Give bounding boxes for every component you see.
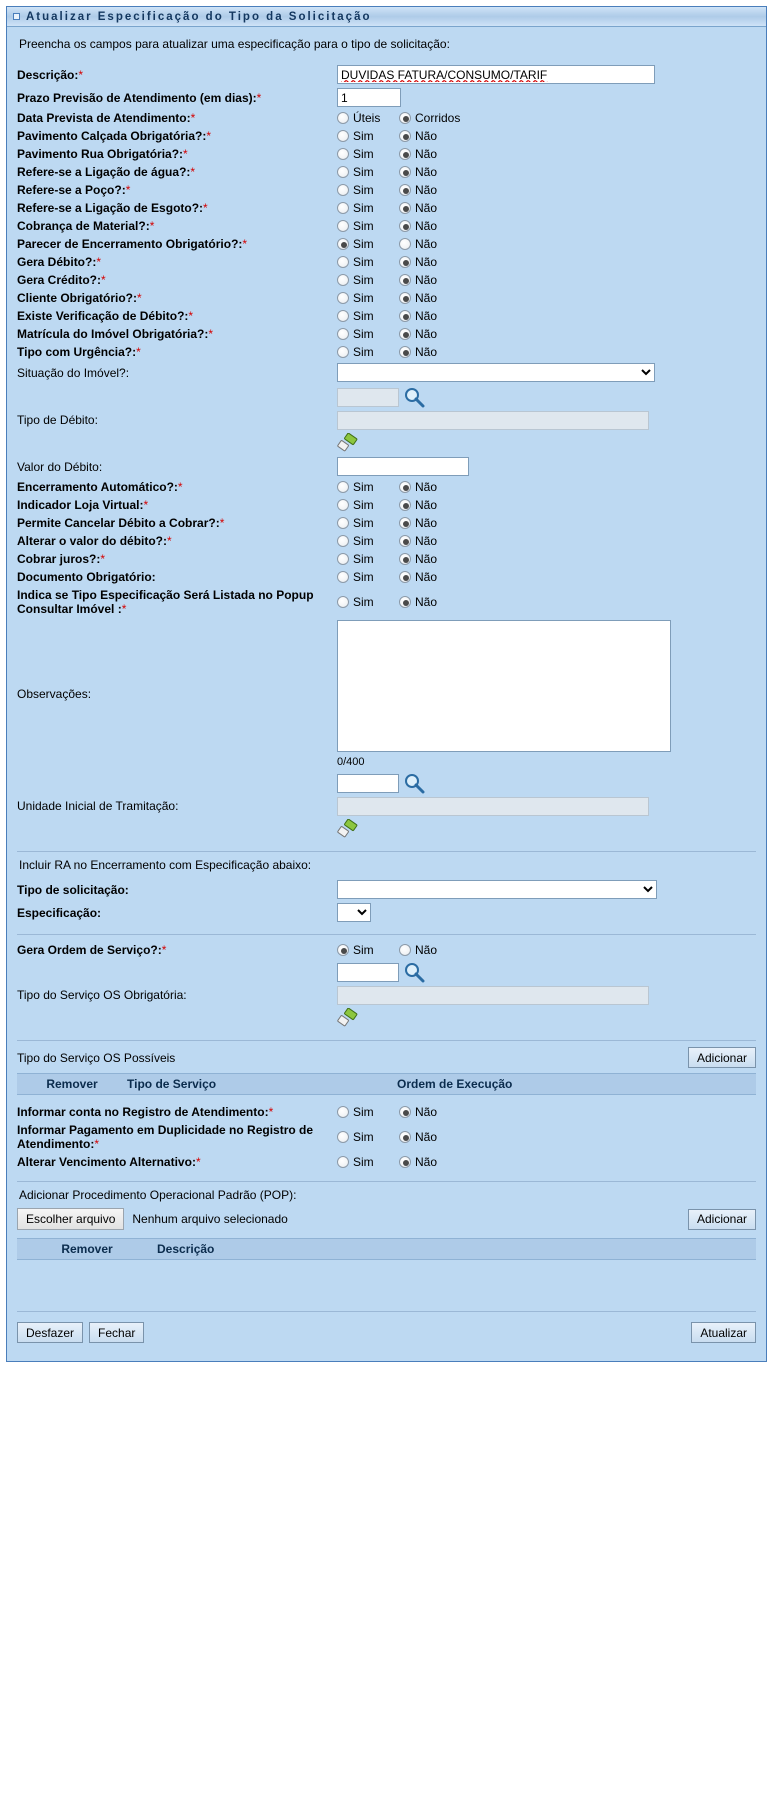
- radio-icon[interactable]: [399, 112, 411, 124]
- radio-icon[interactable]: [399, 202, 411, 214]
- os-grid-header: [17, 1073, 756, 1095]
- label-poco: Refere-se a Poço?:*: [17, 183, 131, 197]
- label-ligacao-agua: Refere-se a Ligação de água?:*: [17, 165, 196, 179]
- extra-form: [17, 1103, 756, 1171]
- window-titlebar: [7, 7, 766, 27]
- row-loja-virtual: [17, 496, 756, 514]
- popup-consultar-imovel-radios: [337, 595, 756, 609]
- permite-cancelar-radios: [337, 516, 756, 530]
- dialog-footer: [17, 1312, 756, 1351]
- loja-virtual-radios: [337, 498, 756, 512]
- radio-icon[interactable]: [399, 535, 411, 547]
- os-col-remover: Remover: [46, 1077, 98, 1091]
- file-status-text: Nenhum arquivo selecionado: [132, 1212, 288, 1226]
- gera-debito-sim[interactable]: Sim: [337, 255, 393, 269]
- radio-icon[interactable]: [399, 148, 411, 160]
- fechar-button[interactable]: Fechar: [89, 1322, 144, 1343]
- os-col-ordem-execucao: Ordem de Execução: [397, 1077, 513, 1091]
- label-ligacao-esgoto: Refere-se a Ligação de Esgoto?:*: [17, 201, 208, 215]
- divider: [17, 934, 756, 935]
- cobrar-juros-sim[interactable]: Sim: [337, 552, 393, 566]
- search-icon[interactable]: [403, 386, 425, 408]
- row-popup-consultar-imovel: [17, 586, 756, 618]
- ligacao-esgoto-sim[interactable]: Sim: [337, 201, 393, 215]
- data-prevista-uteis[interactable]: Úteis: [337, 111, 393, 125]
- label-descricao: Descrição:*: [17, 67, 84, 82]
- cobranca-material-radios: [337, 219, 756, 233]
- pop-grid-header: [17, 1238, 756, 1260]
- row-matricula-imovel: [17, 325, 756, 343]
- os-col-tipo-servico: Tipo de Serviço: [127, 1077, 217, 1091]
- label-tipo-servico-os: Tipo do Serviço OS Obrigatória:: [17, 987, 187, 1002]
- label-alterar-valor-debito: Alterar o valor do débito?:*: [17, 534, 172, 548]
- ligacao-agua-radios: [337, 165, 756, 179]
- pop-col-descricao: Descrição: [157, 1242, 215, 1256]
- radio-icon[interactable]: [399, 292, 411, 304]
- radio-icon[interactable]: [337, 346, 349, 358]
- pop-grid-body: [17, 1260, 756, 1312]
- divider: [17, 1181, 756, 1182]
- search-icon[interactable]: [403, 961, 425, 983]
- unidade-tramitacao-desc-input: [337, 797, 649, 816]
- add-os-button[interactable]: Adicionar: [688, 1047, 756, 1068]
- gera-os-nao[interactable]: Não: [399, 943, 437, 957]
- label-permite-cancelar: Permite Cancelar Débito a Cobrar?:*: [17, 516, 225, 530]
- permite-cancelar-nao[interactable]: Não: [399, 516, 437, 530]
- popup-consultar-imovel-sim[interactable]: Sim: [337, 595, 393, 609]
- loja-virtual-nao[interactable]: Não: [399, 498, 437, 512]
- label-cliente-obrigatorio: Cliente Obrigatório?:*: [17, 291, 142, 305]
- verificacao-debito-nao[interactable]: Não: [399, 309, 437, 323]
- label-situacao-imovel: Situação do Imóvel?:: [17, 365, 130, 380]
- row-documento-obrigatorio: [17, 568, 756, 586]
- row-gera-credito: [17, 271, 756, 289]
- poco-nao[interactable]: Não: [399, 183, 437, 197]
- radio-icon[interactable]: [399, 944, 411, 956]
- choose-file-button[interactable]: Escolher arquivo: [17, 1208, 124, 1230]
- label-data-prevista: Data Prevista de Atendimento:*: [17, 111, 196, 125]
- row-permite-cancelar: [17, 514, 756, 532]
- main-form: [17, 63, 756, 841]
- row-tipo-urgencia: [17, 343, 756, 361]
- ligacao-agua-nao[interactable]: Não: [399, 165, 437, 179]
- informar-conta-nao[interactable]: Não: [399, 1105, 437, 1119]
- informar-conta-radios: [337, 1105, 756, 1119]
- label-tipo-debito: Tipo de Débito:: [17, 412, 98, 427]
- eraser-icon[interactable]: [337, 1008, 359, 1028]
- row-data-prevista: [17, 109, 756, 127]
- row-cobrar-juros: [17, 550, 756, 568]
- radio-icon[interactable]: [399, 553, 411, 565]
- parecer-encerramento-nao[interactable]: Não: [399, 237, 437, 251]
- label-ra-especificacao: Especificação:: [17, 905, 102, 920]
- cliente-obrigatorio-nao[interactable]: Não: [399, 291, 437, 305]
- matricula-imovel-radios: [337, 327, 756, 341]
- radio-icon[interactable]: [337, 148, 349, 160]
- label-observacoes: Observações:: [17, 687, 92, 701]
- row-encerramento-automatico: [17, 478, 756, 496]
- encerramento-automatico-radios: [337, 480, 756, 494]
- pagamento-duplicidade-radios: [337, 1130, 756, 1144]
- row-ligacao-agua: [17, 163, 756, 181]
- radio-icon[interactable]: [399, 1131, 411, 1143]
- row-prazo: [17, 86, 756, 109]
- prazo-input[interactable]: [337, 88, 401, 107]
- row-alterar-valor-debito: [17, 532, 756, 550]
- row-poco: [17, 181, 756, 199]
- parecer-encerramento-sim[interactable]: Sim: [337, 237, 393, 251]
- row-pagamento-duplicidade: [17, 1121, 756, 1153]
- pop-col-remover: Remover: [61, 1242, 113, 1256]
- gera-credito-nao[interactable]: Não: [399, 273, 437, 287]
- vencimento-alternativo-nao[interactable]: Não: [399, 1155, 437, 1169]
- radio-icon[interactable]: [337, 292, 349, 304]
- pavimento-rua-radios: [337, 147, 756, 161]
- label-loja-virtual: Indicador Loja Virtual:*: [17, 498, 149, 512]
- documento-obrigatorio-sim[interactable]: Sim: [337, 570, 393, 584]
- radio-icon[interactable]: [399, 310, 411, 322]
- pavimento-calcada-sim[interactable]: Sim: [337, 129, 393, 143]
- row-valor-debito: [17, 455, 756, 478]
- parecer-encerramento-radios: [337, 237, 756, 251]
- radio-icon[interactable]: [399, 596, 411, 608]
- tipo-urgencia-nao[interactable]: Não: [399, 345, 437, 359]
- label-encerramento-automatico: Encerramento Automático?:*: [17, 480, 183, 494]
- tipo-urgencia-radios: [337, 345, 756, 359]
- cliente-obrigatorio-sim[interactable]: Sim: [337, 291, 393, 305]
- loja-virtual-sim[interactable]: Sim: [337, 498, 393, 512]
- documento-obrigatorio-radios: [337, 570, 756, 584]
- radio-icon[interactable]: [337, 112, 349, 124]
- row-informar-conta: [17, 1103, 756, 1121]
- label-informar-conta: Informar conta no Registro de Atendimento:*: [17, 1105, 274, 1119]
- label-matricula-imovel: Matrícula do Imóvel Obrigatória?:*: [17, 327, 214, 341]
- label-tipo-urgencia: Tipo com Urgência?:*: [17, 345, 141, 359]
- cliente-obrigatorio-radios: [337, 291, 756, 305]
- row-descricao: [17, 63, 756, 86]
- tipo-debito-code-input[interactable]: [337, 388, 399, 407]
- desfazer-button[interactable]: Desfazer: [17, 1322, 83, 1343]
- label-valor-debito: Valor do Débito:: [17, 459, 103, 474]
- vencimento-alternativo-sim[interactable]: Sim: [337, 1155, 393, 1169]
- label-vencimento-alternativo: Alterar Vencimento Alternativo:*: [17, 1155, 201, 1169]
- intro-text: Preencha os campos para atualizar uma especificação para o tipo de solicitação:: [19, 37, 450, 51]
- radio-icon[interactable]: [399, 481, 411, 493]
- cobrar-juros-nao[interactable]: Não: [399, 552, 437, 566]
- radio-icon[interactable]: [399, 166, 411, 178]
- situacao-imovel-select[interactable]: [337, 363, 655, 382]
- radio-icon[interactable]: [337, 328, 349, 340]
- verificacao-debito-radios: [337, 309, 756, 323]
- row-pavimento-rua: [17, 145, 756, 163]
- vencimento-alternativo-radios: [337, 1155, 756, 1169]
- pop-upload-row: [17, 1208, 756, 1230]
- radio-icon[interactable]: [337, 944, 349, 956]
- row-vencimento-alternativo: [17, 1153, 756, 1171]
- pavimento-calcada-radios: [337, 129, 756, 143]
- encerramento-automatico-sim[interactable]: Sim: [337, 480, 393, 494]
- verificacao-debito-sim[interactable]: Sim: [337, 309, 393, 323]
- gera-os-radios: [337, 943, 756, 957]
- os-possiveis-header: [17, 1047, 756, 1068]
- pop-section-title: Adicionar Procedimento Operacional Padrão (POP):: [19, 1188, 297, 1202]
- row-parecer-encerramento: [17, 235, 756, 253]
- radio-icon[interactable]: [337, 1156, 349, 1168]
- poco-sim[interactable]: Sim: [337, 183, 393, 197]
- label-pagamento-duplicidade: Informar Pagamento em Duplicidade no Registro de Atendimento:*: [17, 1123, 314, 1151]
- row-ra-tipo-solicitacao: [17, 878, 756, 901]
- radio-icon[interactable]: [337, 553, 349, 565]
- label-cobranca-material: Cobrança de Material?:*: [17, 219, 155, 233]
- pavimento-calcada-nao[interactable]: Não: [399, 129, 437, 143]
- gera-credito-sim[interactable]: Sim: [337, 273, 393, 287]
- radio-icon[interactable]: [399, 571, 411, 583]
- radio-icon[interactable]: [399, 184, 411, 196]
- alterar-valor-debito-nao[interactable]: Não: [399, 534, 437, 548]
- row-tipo-servico-os: [17, 959, 756, 1030]
- row-verificacao-debito: [17, 307, 756, 325]
- data-prevista-corridos[interactable]: Corridos: [399, 111, 460, 125]
- radio-icon[interactable]: [399, 346, 411, 358]
- radio-icon[interactable]: [337, 596, 349, 608]
- ligacao-esgoto-radios: [337, 201, 756, 215]
- ra-especificacao-select[interactable]: [337, 903, 371, 922]
- row-tipo-debito: [17, 384, 756, 455]
- documento-obrigatorio-nao[interactable]: Não: [399, 570, 437, 584]
- permite-cancelar-sim[interactable]: Sim: [337, 516, 393, 530]
- row-gera-os: [17, 941, 756, 959]
- data-prevista-radios: [337, 111, 756, 125]
- label-popup-consultar-imovel: Indica se Tipo Especificação Será Listada no Popup Consultar Imóvel :*: [17, 588, 314, 616]
- radio-icon[interactable]: [337, 256, 349, 268]
- pagamento-duplicidade-nao[interactable]: Não: [399, 1130, 437, 1144]
- label-pavimento-rua: Pavimento Rua Obrigatória?:*: [17, 147, 188, 161]
- label-cobrar-juros: Cobrar juros?:*: [17, 552, 106, 566]
- radio-icon[interactable]: [337, 1131, 349, 1143]
- footer-left-buttons: [17, 1322, 144, 1343]
- valor-debito-input[interactable]: [337, 457, 469, 476]
- row-observacoes: [17, 618, 756, 770]
- radio-icon[interactable]: [337, 499, 349, 511]
- observacoes-counter: 0/400: [337, 756, 365, 768]
- pavimento-rua-sim[interactable]: Sim: [337, 147, 393, 161]
- ra-section-title: Incluir RA no Encerramento com Especificação abaixo:: [19, 858, 312, 872]
- radio-icon[interactable]: [337, 202, 349, 214]
- required-mark: *: [78, 67, 84, 82]
- radio-icon[interactable]: [337, 130, 349, 142]
- dialog-body: [7, 27, 766, 1361]
- label-parecer-encerramento: Parecer de Encerramento Obrigatório?:*: [17, 237, 248, 251]
- pagamento-duplicidade-sim[interactable]: Sim: [337, 1130, 393, 1144]
- gera-os-sim[interactable]: Sim: [337, 943, 393, 957]
- radio-icon[interactable]: [399, 499, 411, 511]
- row-unidade-tramitacao: [17, 770, 756, 841]
- row-situacao-imovel: [17, 361, 756, 384]
- eraser-icon[interactable]: [337, 819, 359, 839]
- descricao-input[interactable]: [337, 65, 655, 84]
- label-pavimento-calcada: Pavimento Calçada Obrigatória?:*: [17, 129, 212, 143]
- label-unidade-tramitacao: Unidade Inicial de Tramitação:: [17, 798, 179, 813]
- alterar-valor-debito-sim[interactable]: Sim: [337, 534, 393, 548]
- divider: [17, 1040, 756, 1041]
- label-verificacao-debito: Existe Verificação de Débito?:*: [17, 309, 194, 323]
- label-ra-tipo-solicitacao: Tipo de solicitação:: [17, 882, 129, 897]
- dialog-window: [6, 6, 767, 1362]
- row-ra-especificacao: [17, 901, 756, 924]
- tipo-urgencia-sim[interactable]: Sim: [337, 345, 393, 359]
- atualizar-button[interactable]: Atualizar: [691, 1322, 756, 1343]
- matricula-imovel-nao[interactable]: Não: [399, 327, 437, 341]
- row-cobranca-material: [17, 217, 756, 235]
- row-pavimento-calcada: [17, 127, 756, 145]
- tipo-debito-desc-input: [337, 411, 649, 430]
- label-gera-debito: Gera Débito?:*: [17, 255, 102, 269]
- eraser-icon[interactable]: [337, 433, 359, 453]
- row-gera-debito: [17, 253, 756, 271]
- label-prazo: Prazo Previsão de Atendimento (em dias):*: [17, 90, 262, 105]
- radio-icon[interactable]: [337, 517, 349, 529]
- os-form: [17, 941, 756, 1030]
- cobranca-material-nao[interactable]: Não: [399, 219, 437, 233]
- observacoes-textarea[interactable]: [337, 620, 671, 752]
- radio-icon[interactable]: [399, 1106, 411, 1118]
- radio-icon[interactable]: [337, 535, 349, 547]
- encerramento-automatico-nao[interactable]: Não: [399, 480, 437, 494]
- gera-debito-radios: [337, 255, 756, 269]
- radio-icon[interactable]: [337, 571, 349, 583]
- radio-icon[interactable]: [399, 220, 411, 232]
- label-gera-credito: Gera Crédito?:*: [17, 273, 106, 287]
- ligacao-agua-sim[interactable]: Sim: [337, 165, 393, 179]
- ligacao-esgoto-nao[interactable]: Não: [399, 201, 437, 215]
- radio-icon[interactable]: [337, 274, 349, 286]
- window-icon: [13, 13, 20, 20]
- gera-debito-nao[interactable]: Não: [399, 255, 437, 269]
- poco-radios: [337, 183, 756, 197]
- radio-icon[interactable]: [337, 166, 349, 178]
- radio-icon[interactable]: [399, 517, 411, 529]
- tipo-servico-os-code-input[interactable]: [337, 963, 399, 982]
- popup-consultar-imovel-nao[interactable]: Não: [399, 595, 437, 609]
- pavimento-rua-nao[interactable]: Não: [399, 147, 437, 161]
- divider: [17, 851, 756, 852]
- gera-credito-radios: [337, 273, 756, 287]
- unidade-tramitacao-code-input[interactable]: [337, 774, 399, 793]
- row-cliente-obrigatorio: [17, 289, 756, 307]
- informar-conta-sim[interactable]: Sim: [337, 1105, 393, 1119]
- cobranca-material-sim[interactable]: Sim: [337, 219, 393, 233]
- search-icon[interactable]: [403, 772, 425, 794]
- radio-icon[interactable]: [399, 256, 411, 268]
- file-picker: [17, 1208, 288, 1230]
- ra-tipo-solicitacao-select[interactable]: [337, 880, 657, 899]
- radio-icon[interactable]: [399, 1156, 411, 1168]
- label-documento-obrigatorio: Documento Obrigatório:: [17, 570, 156, 584]
- row-ligacao-esgoto: [17, 199, 756, 217]
- radio-icon[interactable]: [337, 238, 349, 250]
- radio-icon[interactable]: [399, 274, 411, 286]
- radio-icon[interactable]: [337, 184, 349, 196]
- radio-icon[interactable]: [399, 238, 411, 250]
- os-possiveis-title: Tipo do Serviço OS Possíveis: [17, 1050, 176, 1065]
- radio-icon[interactable]: [337, 310, 349, 322]
- window-title: Atualizar Especificação do Tipo da Solicitação: [26, 10, 372, 23]
- ra-form: [17, 878, 756, 924]
- matricula-imovel-sim[interactable]: Sim: [337, 327, 393, 341]
- alterar-valor-debito-radios: [337, 534, 756, 548]
- radio-icon[interactable]: [399, 328, 411, 340]
- add-pop-button[interactable]: Adicionar: [688, 1209, 756, 1230]
- tipo-servico-os-desc-input: [337, 986, 649, 1005]
- label-gera-os: Gera Ordem de Serviço?:*: [17, 943, 167, 957]
- radio-icon[interactable]: [337, 220, 349, 232]
- radio-icon[interactable]: [337, 1106, 349, 1118]
- radio-icon[interactable]: [399, 130, 411, 142]
- cobrar-juros-radios: [337, 552, 756, 566]
- radio-icon[interactable]: [337, 481, 349, 493]
